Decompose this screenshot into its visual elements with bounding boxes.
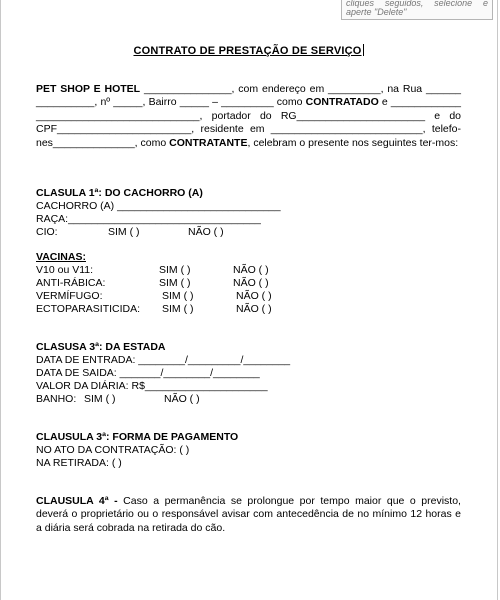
tooltip-line-2: aperte "Delete": [346, 7, 407, 17]
text-cursor: [363, 44, 364, 56]
payment-at-contract: NO ATO DA CONTRATAÇÃO: ( ): [36, 444, 190, 456]
contratante-label: CONTRATANTE: [169, 136, 248, 149]
bath-sim-option: SIM ( ): [84, 393, 116, 405]
clause4-text: Caso a permanência se prolongue por tempo maior que o previsto, deverá o proprietário ou o responsável avisar com antecedência de no mínimo 12 horas e a diária será cobrada na retirada do cão.: [36, 495, 461, 534]
document-title-text: CONTRATO DE PRESTAÇÃO DE SERVIÇO: [133, 45, 362, 57]
intro-text-2: e ____________ ____________________________, portador do RG______________________ e do CPF_______________________, residente em __________________________, telefo-nes______________, como: [36, 96, 461, 149]
right-page-edge: [497, 0, 498, 600]
payment-at-pickup: NA RETIRADA: ( ): [36, 457, 122, 469]
cio-label: CIO:: [36, 226, 58, 238]
vaccine-sim-option: SIM ( ): [162, 290, 194, 302]
company-name: PET SHOP E HOTEL: [36, 83, 141, 95]
vaccine-sim-option: SIM ( ): [159, 277, 191, 289]
cio-row: [36, 226, 461, 239]
clause4-paragraph: [36, 495, 461, 535]
dog-name-line: CACHORRO (A) ____________________________: [36, 200, 281, 212]
clause4-heading: CLAUSULA 4ª -: [36, 495, 118, 507]
vaccine-nao-option: NÃO ( ): [233, 277, 269, 289]
vaccine-label: ECTOPARASITICIDA:: [36, 303, 141, 315]
left-page-edge: [0, 0, 1, 600]
intro-text-1: _______________, com endereço em _________, na Rua ______ __________, nº _____, Bairro _____ – _________ como: [36, 83, 462, 109]
cio-nao-option: NÃO ( ): [188, 226, 224, 238]
tooltip-line-1: cliques seguidos, selecione e: [346, 0, 488, 8]
cio-sim-option: SIM ( ): [108, 226, 140, 238]
clause1-heading: CLASULA 1ª: DO CACHORRO (A): [36, 187, 203, 199]
bath-nao-option: NÃO ( ): [164, 393, 200, 405]
vaccine-sim-option: SIM ( ): [159, 264, 191, 276]
vaccine-label: ANTI-RÁBICA:: [36, 277, 106, 289]
intro-text-3: , celebram o presente nos seguintes ter-mos:: [247, 136, 459, 149]
bath-row: [36, 393, 461, 406]
vaccine-nao-option: NÃO ( ): [236, 290, 272, 302]
exit-date-line: DATA DE SAIDA: _______/________/________: [36, 367, 260, 379]
vaccine-row: [36, 277, 461, 290]
vaccine-row: [36, 290, 461, 303]
breed-line: RAÇA:_________________________________: [36, 213, 261, 225]
vaccine-label: VERMÍFUGO:: [36, 290, 103, 302]
tooltip-note: [341, 0, 493, 20]
vaccines-heading: VACINAS:: [36, 251, 86, 263]
vaccine-row: [36, 303, 461, 316]
intro-paragraph: [36, 83, 461, 150]
bath-label: BANHO:: [36, 393, 77, 405]
daily-rate-line: VALOR DA DIÁRIA: R$_____________________: [36, 380, 268, 392]
entry-date-line: DATA DE ENTRADA: ________/_________/________: [36, 354, 291, 366]
vaccine-row: [36, 264, 461, 277]
vaccine-sim-option: SIM ( ): [162, 303, 194, 315]
vaccine-label: V10 ou V11:: [36, 264, 94, 276]
stay-heading: CLASUSA 3ª: DA ESTADA: [36, 341, 166, 353]
document-title: [36, 44, 461, 57]
vaccine-nao-option: NÃO ( ): [236, 303, 272, 315]
vaccine-nao-option: NÃO ( ): [233, 264, 269, 276]
payment-heading: CLAUSULA 3ª: FORMA DE PAGAMENTO: [36, 431, 239, 443]
contratado-label: CONTRATADO: [305, 96, 379, 109]
